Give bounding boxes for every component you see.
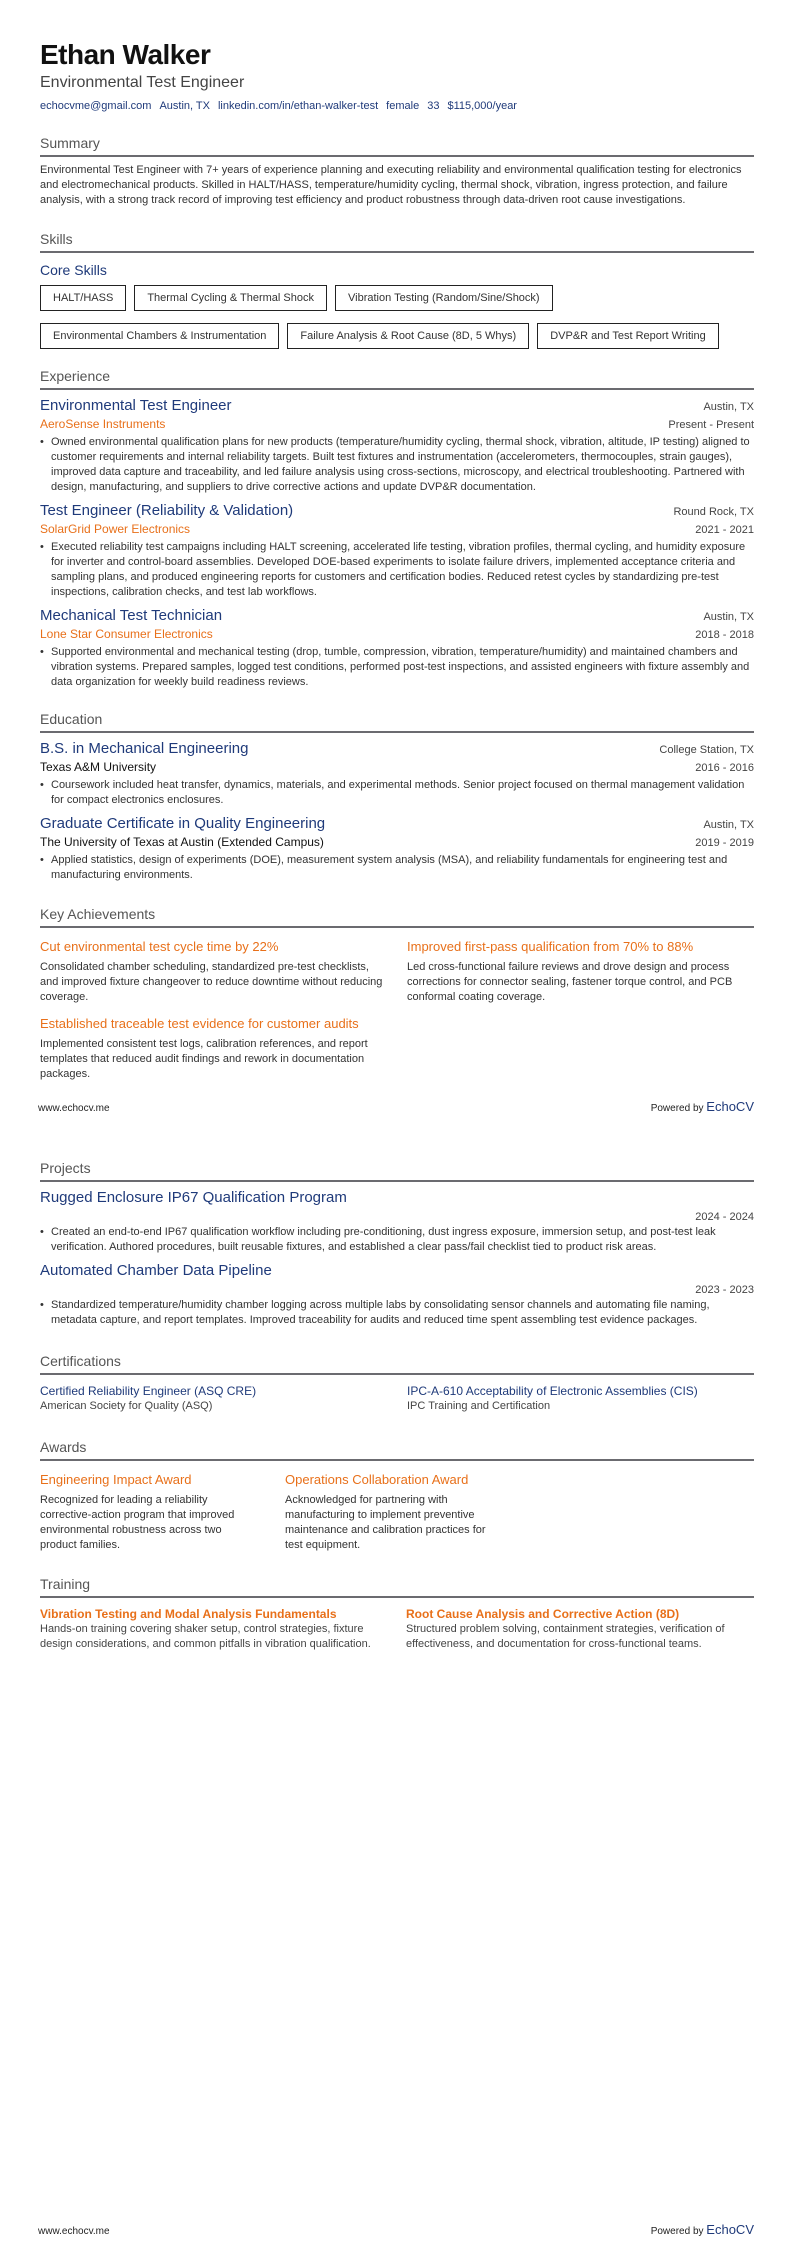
award-title: Engineering Impact Award (40, 1472, 192, 1487)
education-bullet: • Applied statistics, design of experiments (DOE), measurement system analysis (MSA), and reliability fundamentals for engineering test and manufacturing environments. (40, 853, 754, 883)
education-dates: 2016 - 2016 (695, 762, 754, 774)
summary-section (40, 134, 754, 208)
experience-entry (40, 606, 754, 690)
degree-title: B.S. in Mechanical Engineering (40, 740, 249, 757)
footer-site-link[interactable]: www.echocv.me (38, 2226, 110, 2237)
footer-site-link[interactable]: www.echocv.me (38, 1103, 110, 1114)
training-desc: Structured problem solving, containment strategies, verification of effectiveness, and documentation for cross-functional teams. (406, 1623, 725, 1650)
education-entry (40, 739, 754, 808)
candidate-name: Ethan Walker (40, 39, 211, 70)
skill-chip: Thermal Cycling & Thermal Shock (134, 285, 327, 311)
achievement-item (40, 1011, 383, 1088)
achievement-title: Established traceable test evidence for customer audits (40, 1016, 359, 1031)
section-heading: Experience (40, 367, 754, 390)
section-heading: Summary (40, 134, 754, 157)
contact-linkedin[interactable]: linkedin.com/in/ethan-walker-test (217, 100, 379, 112)
job-title: Environmental Test Engineer (40, 397, 232, 414)
certification-item (40, 1377, 383, 1414)
powered-by-label: Powered by (650, 1103, 704, 1114)
experience-entry (40, 501, 754, 600)
experience-entry (40, 396, 754, 495)
contact-location: Austin, TX (159, 100, 210, 112)
skill-chips (40, 285, 754, 349)
award-desc: Recognized for leading a reliability corrective-action program that improved environmental robustness across two product families. (40, 1494, 235, 1551)
project-bullet: • Standardized temperature/humidity chamber logging across multiple labs by consolidating sensor channels and automating file naming, metadata capture, and report templates. Improved traceability for audits and reduced time spent assembling test evidence packages. (40, 1298, 754, 1328)
training-item (406, 1602, 754, 1652)
section-heading: Awards (40, 1438, 754, 1461)
job-title: Mechanical Test Technician (40, 607, 223, 624)
skill-chip: DVP&R and Test Report Writing (537, 323, 719, 349)
award-item (285, 1467, 505, 1559)
section-heading: Certifications (40, 1352, 754, 1375)
job-location: Austin, TX (703, 401, 754, 413)
achievement-item (407, 934, 750, 1011)
brand-logo[interactable]: EchoCV (706, 2222, 754, 2237)
summary-text: Environmental Test Engineer with 7+ years of experience planning and executing reliability and environmental qualification testing for electronics and electromechanical products. Skilled in HALT/HASS, temperature/humidity cycling, thermal shock, vibration, ingress protection, and failure analysis, with a strong track record of improving test efficiency and product robustness through data-driven root cause investigations. (40, 164, 742, 206)
contact-gender: female (386, 100, 420, 112)
training-section (40, 1575, 754, 1652)
resume-page-2 (0, 1123, 794, 2246)
project-entry (40, 1188, 754, 1255)
school-location: College Station, TX (659, 744, 754, 756)
achievement-desc: Consolidated chamber scheduling, standardized pre-test checklists, and improved fixture changeover to reduce downtime without reducing coverage. (40, 961, 383, 1003)
awards-section (40, 1438, 754, 1559)
training-item (40, 1602, 394, 1652)
job-dates: Present - Present (668, 419, 754, 431)
achievement-title: Improved first-pass qualification from 70% to 88% (407, 939, 694, 954)
school-location: Austin, TX (703, 819, 754, 831)
training-desc: Hands-on training covering shaker setup, control strategies, fixture design considerations, and common pitfalls in vibration qualification. (40, 1623, 371, 1650)
training-title: Root Cause Analysis and Corrective Action (8D) (406, 1607, 680, 1621)
achievement-desc: Implemented consistent test logs, calibration references, and report templates that reduced audit findings and rework in documentation packages. (40, 1038, 368, 1080)
candidate-title: Environmental Test Engineer (40, 74, 245, 91)
achievement-desc: Led cross-functional failure reviews and drove design and process corrections for connector sealing, fastener torque control, and PCB conformal coating coverage. (407, 961, 733, 1003)
award-title: Operations Collaboration Award (285, 1472, 469, 1487)
skill-chip: HALT/HASS (40, 285, 126, 311)
section-heading: Skills (40, 230, 754, 253)
company-name: SolarGrid Power Electronics (40, 522, 191, 536)
skill-chip: Failure Analysis & Root Cause (8D, 5 Whys) (287, 323, 529, 349)
school-name: The University of Texas at Austin (Extended Campus) (40, 835, 324, 849)
achievement-title: Cut environmental test cycle time by 22% (40, 939, 279, 954)
degree-title: Graduate Certificate in Quality Engineering (40, 815, 326, 832)
project-entry (40, 1261, 754, 1328)
job-bullet: • Executed reliability test campaigns including HALT screening, accelerated life testing, vibration profiles, thermal cycling, and humidity exposure for inverter and control-board assemblies. Developed DOE-based experiments to isolate failure drivers, implemented acceptance criteria and sampling plans, and produced engineering reports for customers and certification bodies. Reduced retest cycles by standardizing pre-test inspections, calibration checks, and test lab workflows. (40, 540, 754, 600)
education-bullet: • Coursework included heat transfer, dynamics, materials, and experimental methods. Senior project focused on thermal management validation for compact electronics enclosures. (40, 778, 754, 808)
job-bullet: • Owned environmental qualification plans for new products (temperature/humidity cycling, thermal shock, vibration, altitude, IP testing) aligned to customer requirements and internal reliability targets. Built test fixtures and instrumentation (accelerometers, thermocouples, strain gauges), improved data capture and traceability, and led failure analysis using cross-sections, microscopy, and electrical troubleshooting. Partnered with design, manufacturing, and suppliers to drive corrective actions and update DVP&R documentation. (40, 435, 754, 495)
education-section (40, 710, 754, 883)
certification-name: IPC-A-610 Acceptability of Electronic Assemblies (CIS) (407, 1384, 698, 1398)
job-title: Test Engineer (Reliability & Validation) (40, 502, 294, 519)
section-heading: Key Achievements (40, 905, 754, 928)
contact-age: 33 (427, 100, 440, 112)
project-bullet: • Created an end-to-end IP67 qualification workflow including pre-conditioning, dust ingress exposure, immersion setup, and post-test leak verification. Authored procedures, built reusable fixtures, and established a clear pass/fail checklist tied to product risk areas. (40, 1225, 754, 1255)
company-name: AeroSense Instruments (40, 417, 166, 431)
training-title: Vibration Testing and Modal Analysis Fundamentals (40, 1607, 337, 1621)
project-title: Automated Chamber Data Pipeline (40, 1262, 272, 1279)
section-heading: Education (40, 710, 754, 733)
achievements-section (40, 905, 754, 1088)
school-name: Texas A&M University (40, 760, 157, 774)
brand-logo[interactable]: EchoCV (706, 1099, 754, 1114)
page-footer (38, 2222, 754, 2237)
job-location: Austin, TX (703, 611, 754, 623)
project-dates: 2024 - 2024 (695, 1211, 754, 1223)
certification-name: Certified Reliability Engineer (ASQ CRE) (40, 1384, 257, 1398)
company-name: Lone Star Consumer Electronics (40, 627, 213, 641)
project-title: Rugged Enclosure IP67 Qualification Program (40, 1189, 347, 1206)
skill-group-title: Core Skills (40, 262, 107, 278)
certification-org: American Society for Quality (ASQ) (40, 1400, 213, 1412)
contact-line (40, 98, 754, 114)
education-dates: 2019 - 2019 (695, 837, 754, 849)
job-dates: 2018 - 2018 (695, 629, 754, 641)
job-bullet: • Supported environmental and mechanical testing (drop, tumble, compression, vibration, temperature/humidity) and maintained chambers and vibration systems. Prepared samples, logged test conditions, performed post-test inspections, and assisted engineers with fixture assembly and data organization for weekly build readiness reviews. (40, 645, 754, 690)
award-desc: Acknowledged for partnering with manufacturing to implement preventive maintenance and calibration practices for test equipment. (285, 1494, 486, 1551)
powered-by-label: Powered by (650, 2226, 704, 2237)
education-entry (40, 814, 754, 883)
page-footer (38, 1099, 754, 1114)
contact-salary: $115,000/year (447, 100, 517, 112)
section-heading: Projects (40, 1159, 754, 1182)
section-heading: Training (40, 1575, 754, 1598)
certification-org: IPC Training and Certification (407, 1400, 551, 1412)
projects-section (40, 1159, 754, 1328)
experience-section (40, 367, 754, 690)
footer-powered (651, 2222, 754, 2237)
skills-section (40, 230, 754, 349)
award-item (40, 1467, 260, 1559)
footer-powered (651, 1099, 754, 1114)
job-dates: 2021 - 2021 (695, 524, 754, 536)
certification-item (407, 1377, 750, 1414)
certifications-section (40, 1352, 754, 1414)
project-dates: 2023 - 2023 (695, 1284, 754, 1296)
contact-email[interactable]: echocvme@gmail.com (40, 100, 152, 112)
skill-chip: Environmental Chambers & Instrumentation (40, 323, 279, 349)
achievement-item (40, 934, 383, 1011)
skill-chip: Vibration Testing (Random/Sine/Shock) (335, 285, 553, 311)
job-location: Round Rock, TX (673, 506, 754, 518)
